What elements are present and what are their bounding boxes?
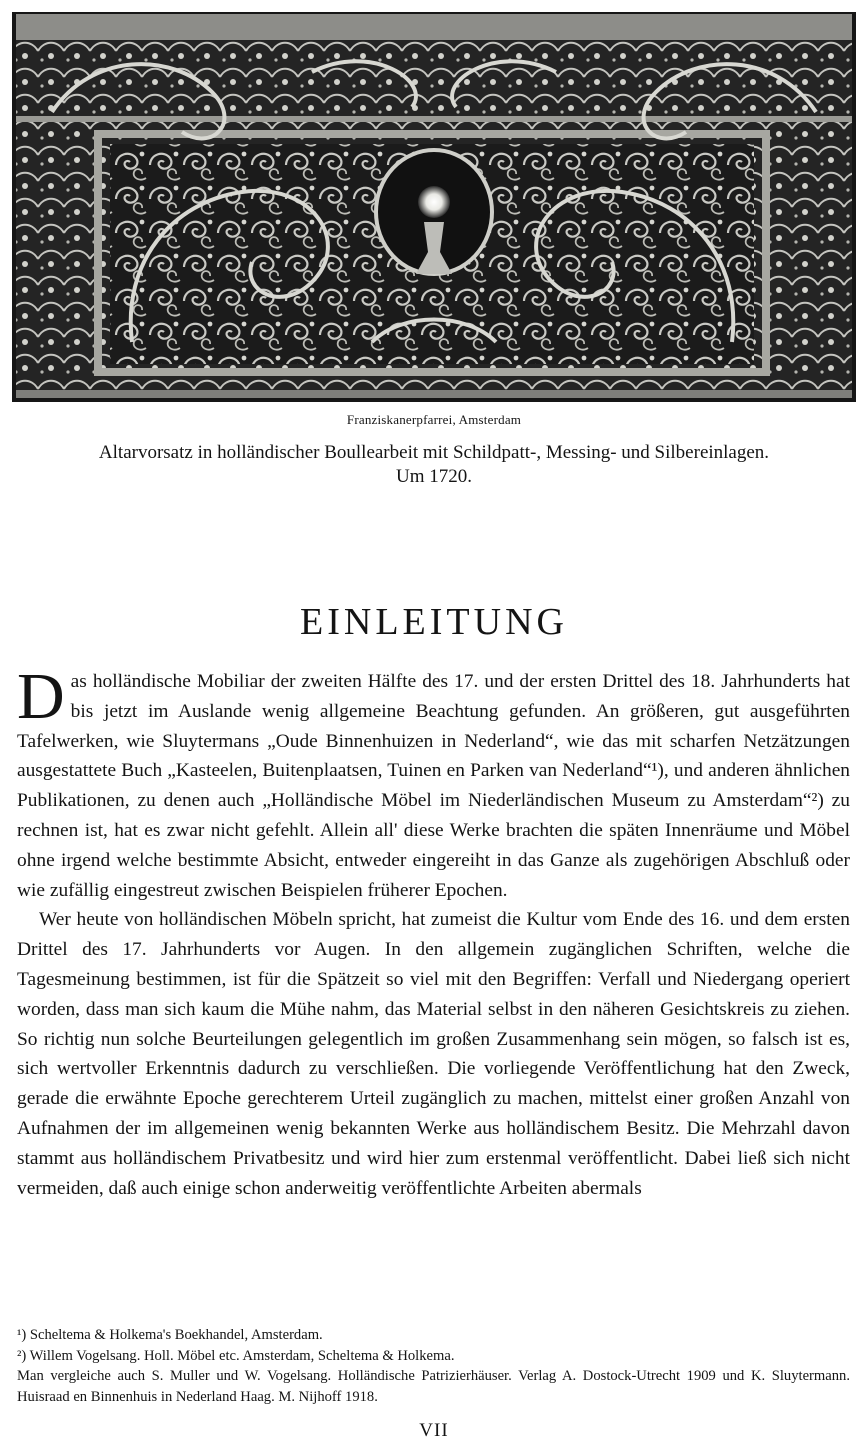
chapter-title: EINLEITUNG	[300, 601, 568, 643]
footnote-2: ²) Willem Vogelsang. Holl. Möbel etc. Amsterdam, Scheltema & Holkema.	[17, 1347, 455, 1364]
paragraph-1	[17, 660, 850, 905]
caption-line-1: Altarvorsatz in holländischer Boullearbeit mit Schildpatt-, Messing- und Silbereinlagen.	[98, 442, 770, 463]
footnotes	[17, 1325, 850, 1407]
paragraph-1-text: as holländische Mobiliar der zweiten Hälfte des 17. und der ersten Drittel des 18. Jahrhunderts hat bis jetzt im Auslande wenig allgemeine Beachtung gefunden. An größeren, gut ausgeführten Tafelwerken, wie Sluytermans „Oude Binnenhuizen in Nederland“, wie das mit scharfen Netzätzungen ausgestattete Buch „Kasteelen, Buitenplaatsen, Tuinen en Parken van Nederland“¹), und anderen ähnlichen Publikationen, zu denen auch „Holländische Möbel im Niederländischen Museum zu Amsterdam“²) zu rechnen ist, hat es zwar nicht gefehlt. Allein all' diese Werke brachten die späten Innenräume und Möbel ohne irgend welche bestimmte Absicht, entweder eingereiht in das Ganze als zugehörigen Abschluß oder wie zufällig eingestreut zwischen Beispielen früherer Epochen.	[17, 671, 850, 901]
caption-line-2: Um 1720.	[396, 466, 472, 487]
figure-caption	[0, 441, 868, 489]
top-moulding	[16, 14, 852, 40]
photo-credit: Franziskanerpfarrei, Amsterdam	[346, 412, 522, 427]
drop-cap: D	[17, 660, 65, 733]
footnote-3: Man vergleiche auch S. Muller und W. Vogelsang. Holländische Patrizierhäuser. Verlag A. Dostock-Utrecht 1909 und K. Sluytermann. Huisraad en Binnenhuis in Nederland Haag. M. Nijhoff 1918.	[17, 1368, 850, 1405]
paragraph-2: Wer heute von holländischen Möbeln spricht, hat zumeist die Kultur vom Ende des 16. und dem ersten Drittel des 17. Jahrhunderts vor Augen. In den allgemein zugänglichen Schriften, welche die Tagesmeinung bestimmen, ist für die Spätzeit so viel mit den Begriffen: Verfall und Niedergang operiert worden, dass man sich kaum die Mühe nahm, das Material selbst in den näheren Gesichtskreis zu ziehen. So richtig nun solche Beurteilungen gelegentlich im großen Zusammenhang sein mögen, so falsch ist es, sich wertvoller Erkenntnis dadurch zu verschließen. Die vorliegende Veröffentlichung hat den Zweck, gerade die erwähnte Epoche gerechterem Urteil zugänglich zu machen, mittelst einer großen Anzahl von Aufnahmen der im allgemeinen wenig bekannten Werke aus holländischem Besitz. Die Mehrzahl davon stammt aus holländischem Privatbesitz und wird hier zum erstenmal veröffentlicht. Dabei ließ sich nicht vermeiden, daß auch einige schon anderweitig veröffentlichte Arbeiten abermals	[17, 909, 850, 1199]
monstrance	[376, 150, 492, 274]
altar-frontal-illustration	[12, 12, 856, 402]
body-text	[17, 660, 850, 1203]
page-number: VII	[419, 1420, 449, 1441]
footnote-1: ¹) Scheltema & Holkema's Boekhandel, Amsterdam.	[17, 1327, 323, 1343]
